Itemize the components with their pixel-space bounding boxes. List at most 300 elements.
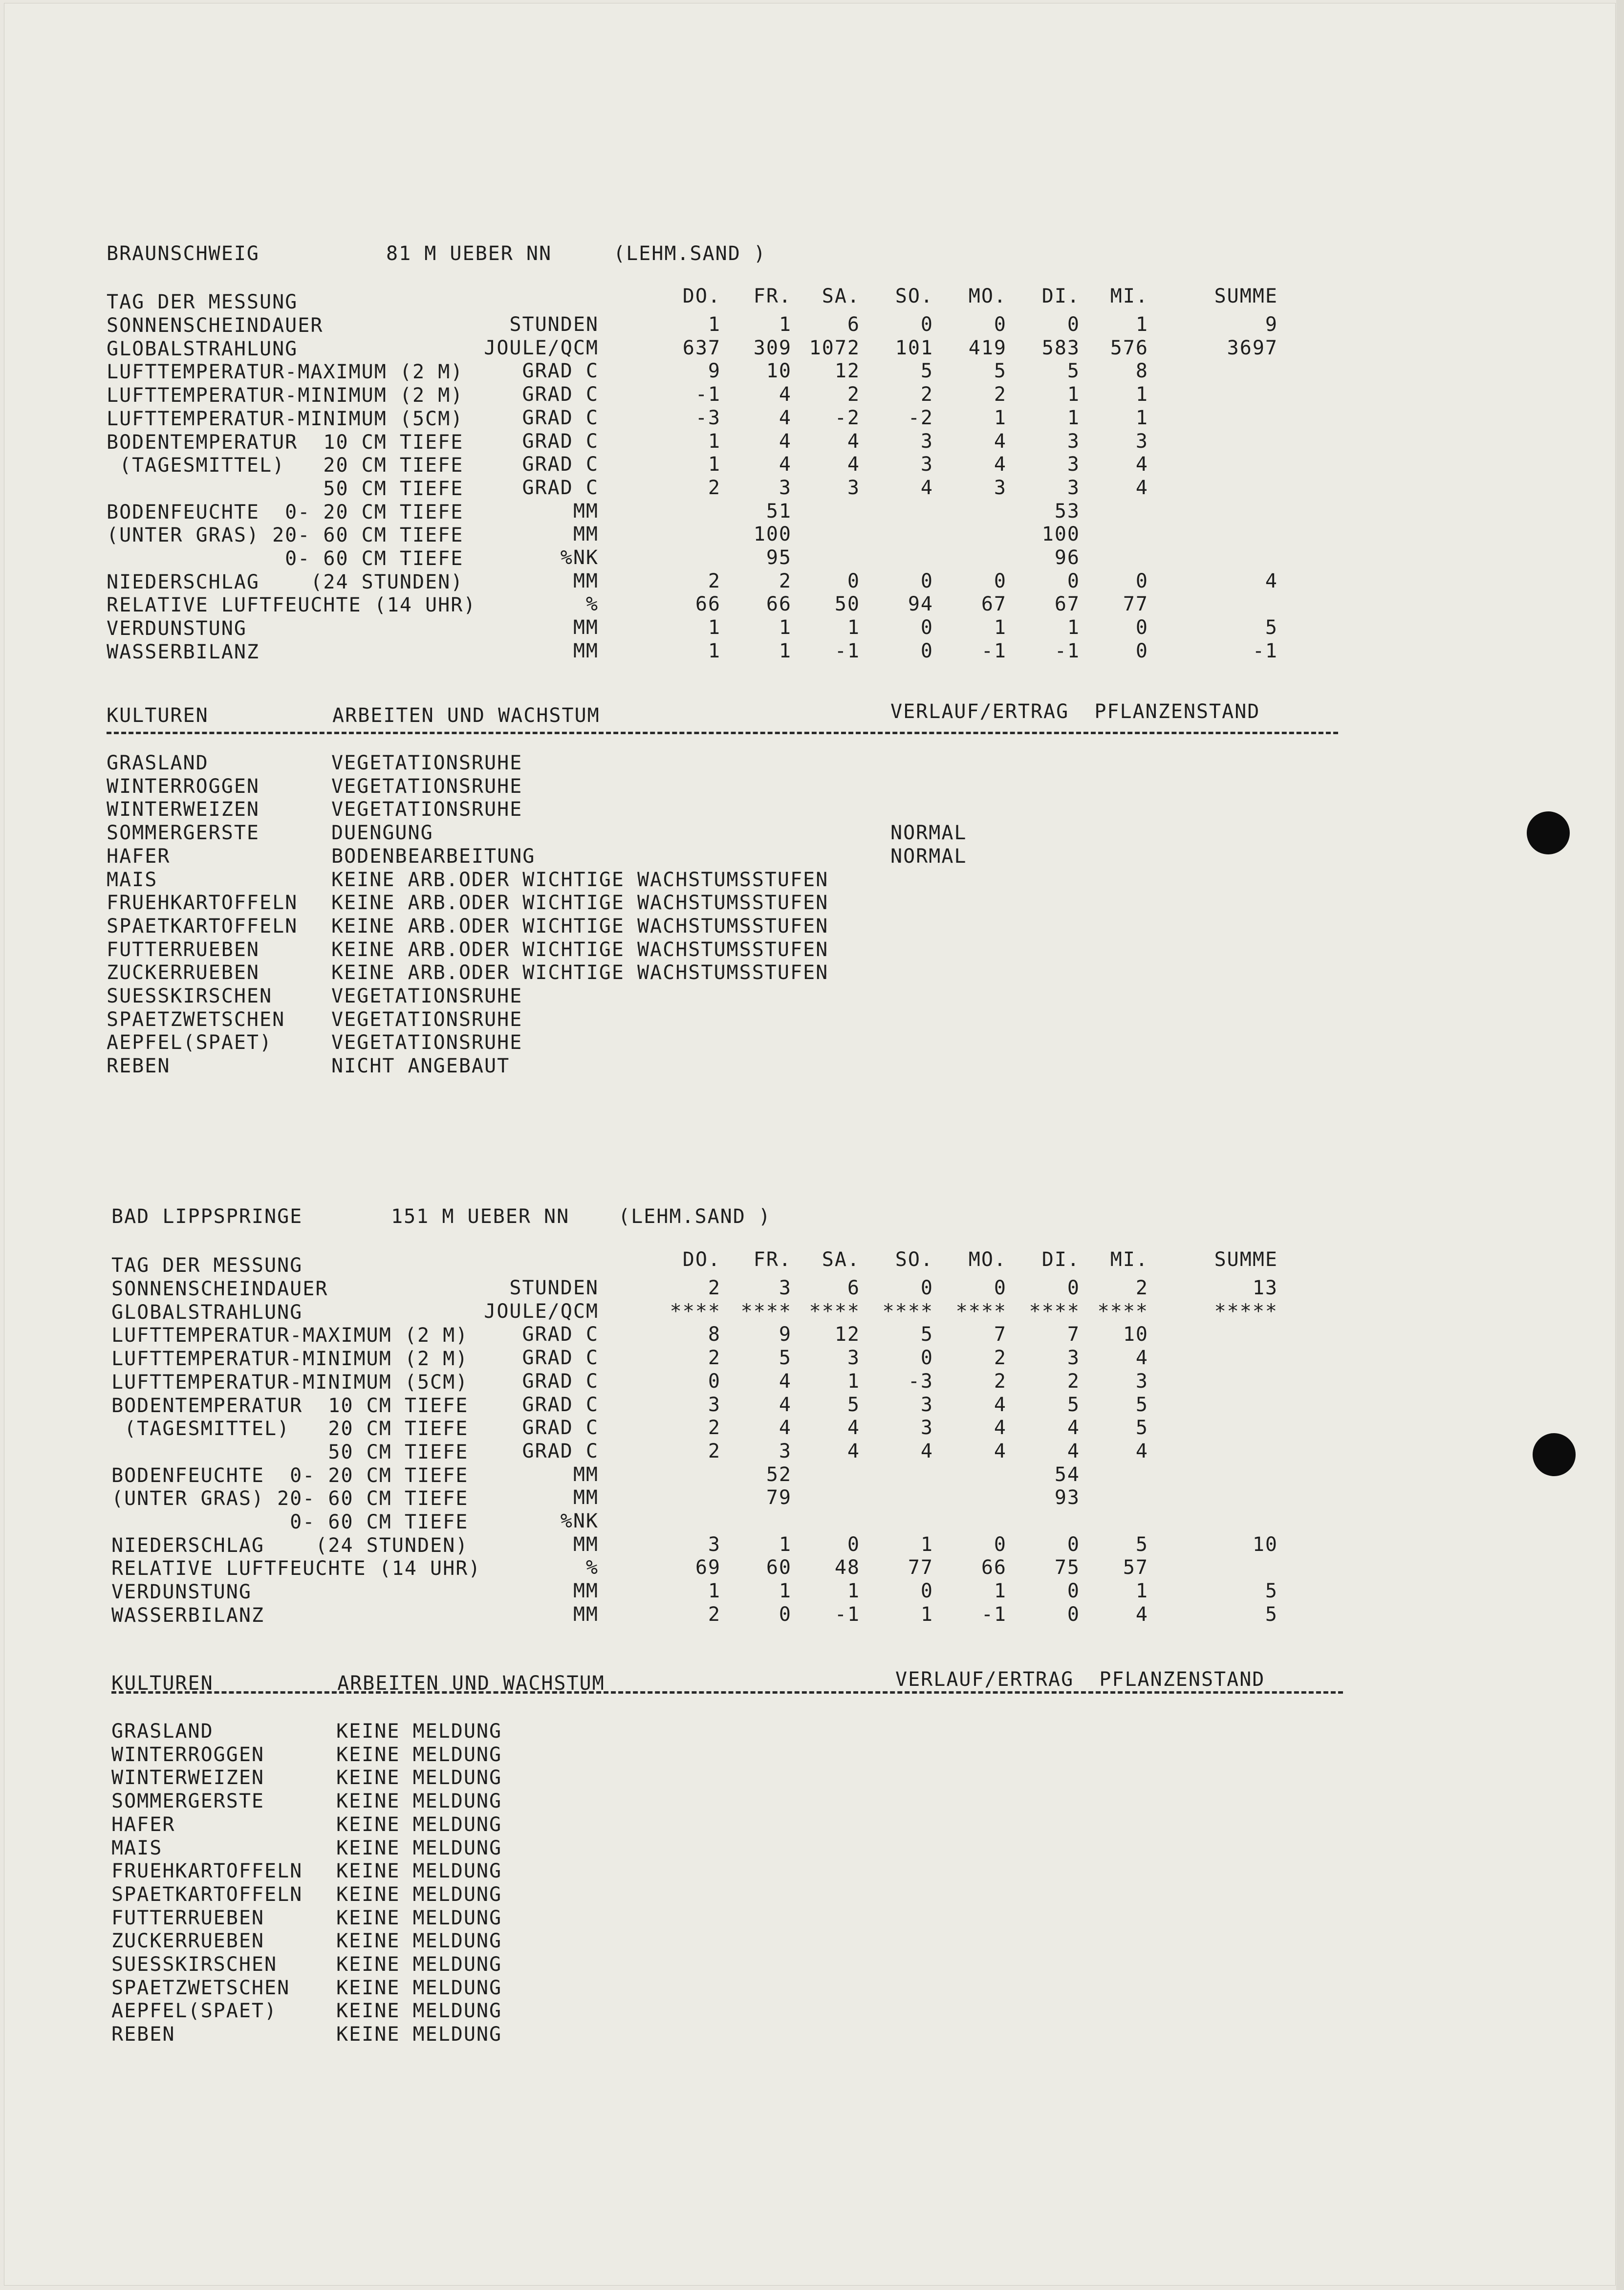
measure-value: 3	[708, 1393, 721, 1416]
measure-value: 67	[1054, 593, 1080, 616]
measure-value: 4	[779, 1393, 792, 1416]
measure-value: 1	[1067, 616, 1080, 639]
measure-unit: JOULE/QCM	[484, 336, 599, 359]
measure-value: 1	[708, 1580, 721, 1603]
measure-value: 0	[920, 1580, 933, 1603]
measure-value: 5	[994, 360, 1007, 383]
crop-status: NORMAL	[890, 845, 967, 868]
measure-sum: 9	[1265, 313, 1278, 336]
measure-label: SONNENSCHEINDAUER	[111, 1278, 328, 1300]
measure-label: LUFTTEMPERATUR-MAXIMUM (2 M)	[111, 1324, 469, 1347]
measure-value: 4	[1135, 1603, 1148, 1626]
measure-value: 1	[847, 1580, 860, 1603]
measure-value: 4	[1067, 1439, 1080, 1462]
measure-unit: MM	[573, 1463, 599, 1486]
dashed-separator	[111, 1691, 1343, 1694]
measure-unit: %NK	[560, 1510, 599, 1532]
measure-value: 3	[847, 1347, 860, 1370]
measure-sum: -1	[1252, 639, 1278, 662]
station-soil: (LEHM.SAND )	[613, 242, 766, 265]
measure-value: 5	[1067, 1393, 1080, 1416]
day-header: DO.	[682, 285, 721, 307]
measure-unit: %	[585, 593, 599, 616]
measure-value: 12	[834, 1323, 860, 1346]
measure-value: 2	[708, 1439, 721, 1462]
measure-value: -3	[908, 1370, 933, 1393]
measure-value: 3	[708, 1533, 721, 1556]
crop-activity: KEINE MELDUNG	[336, 1953, 502, 1976]
measure-unit: MM	[573, 1580, 599, 1603]
measure-unit: GRAD C	[522, 453, 599, 476]
crop-name: AEPFEL(SPAET)	[107, 1031, 273, 1054]
crop-name: SOMMERGERSTE	[107, 822, 260, 845]
crop-activity: KEINE ARB.ODER WICHTIGE WACHSTUMSSTUFEN	[331, 938, 829, 961]
day-header: MO.	[968, 1248, 1007, 1271]
measure-value: 0	[920, 569, 933, 592]
measure-value: 0	[1135, 639, 1148, 662]
crop-activity: KEINE MELDUNG	[336, 1813, 502, 1836]
crop-activity: VEGETATIONSRUHE	[331, 1031, 523, 1054]
measure-value: 0	[920, 1347, 933, 1370]
measure-value: 1	[1067, 383, 1080, 406]
measure-value: 3	[920, 453, 933, 476]
measure-unit: JOULE/QCM	[484, 1300, 599, 1323]
measure-value: 2	[779, 569, 792, 592]
day-header: SO.	[895, 1248, 933, 1271]
crop-activity: KEINE MELDUNG	[336, 1836, 502, 1859]
measure-unit: MM	[573, 1486, 599, 1509]
measure-value: 1	[779, 639, 792, 662]
crop-name: FUTTERRUEBEN	[107, 938, 260, 961]
measure-unit: MM	[573, 523, 599, 546]
measure-value: 0	[1135, 569, 1148, 592]
measure-value: 69	[695, 1556, 721, 1579]
day-header: SA.	[822, 1248, 860, 1271]
measure-unit: GRAD C	[522, 383, 599, 406]
measure-value: 2	[1067, 1370, 1080, 1393]
measure-value: 4	[847, 453, 860, 476]
measure-unit: %NK	[560, 546, 599, 569]
measure-value: -1	[1054, 639, 1080, 662]
crop-name: WINTERWEIZEN	[107, 798, 260, 821]
measure-value: 0	[920, 616, 933, 639]
measure-label: BODENTEMPERATUR 10 CM TIEFE	[107, 431, 464, 454]
measure-value: 100	[753, 523, 792, 546]
measure-value: 1	[1135, 383, 1148, 406]
measure-value: 3	[1135, 430, 1148, 453]
measure-value: ****	[740, 1300, 792, 1323]
measure-value: 1	[1135, 406, 1148, 429]
measure-unit: GRAD C	[522, 360, 599, 383]
measure-value: ****	[1097, 1300, 1148, 1323]
measure-value: 5	[1135, 1533, 1148, 1556]
day-header: DI.	[1041, 285, 1080, 307]
day-header: SO.	[895, 285, 933, 307]
measure-value: 4	[847, 1417, 860, 1439]
measure-value: 1	[847, 1370, 860, 1393]
crops-header-verlauf: VERLAUF/ERTRAG PFLANZENSTAND	[890, 700, 1260, 723]
station-height: 151 M UEBER NN	[391, 1205, 570, 1228]
measure-value: 7	[1067, 1323, 1080, 1346]
measure-value: 4	[779, 406, 792, 429]
measure-value: 637	[682, 336, 721, 359]
crops-header-kulturen: KULTUREN	[111, 1672, 214, 1695]
crop-name: SUESSKIRSCHEN	[107, 985, 273, 1007]
crop-activity: VEGETATIONSRUHE	[331, 798, 523, 821]
measure-value: 4	[779, 383, 792, 406]
measure-value: 101	[895, 336, 933, 359]
measure-value: 2	[708, 1417, 721, 1439]
measure-unit: GRAD C	[522, 1370, 599, 1393]
measure-value: 1	[708, 616, 721, 639]
measure-value: ****	[670, 1300, 721, 1323]
measure-value: 3	[920, 1393, 933, 1416]
measure-value: 2	[994, 383, 1007, 406]
crop-name: SPAETKARTOFFELN	[111, 1883, 303, 1906]
measure-value: -2	[834, 406, 860, 429]
crop-activity: KEINE MELDUNG	[336, 1790, 502, 1813]
measure-value: 4	[1067, 1417, 1080, 1439]
measure-label: 0- 60 CM TIEFE	[107, 547, 464, 570]
measure-value: 6	[847, 1277, 860, 1299]
measure-label: (UNTER GRAS) 20- 60 CM TIEFE	[111, 1487, 469, 1510]
crops-header-kulturen: KULTUREN	[107, 704, 209, 727]
measure-value: 77	[1123, 593, 1148, 616]
crop-name: ZUCKERRUEBEN	[107, 961, 260, 984]
measure-value: 0	[1067, 1277, 1080, 1299]
measure-value: 57	[1123, 1556, 1148, 1579]
measure-value: 94	[908, 593, 933, 616]
punch-hole-top	[1527, 811, 1570, 854]
measure-value: 4	[994, 1417, 1007, 1439]
crop-name: WINTERROGGEN	[107, 775, 260, 798]
measure-value: 3	[994, 476, 1007, 499]
crop-name: FUTTERRUEBEN	[111, 1906, 264, 1929]
measure-sum: 13	[1252, 1277, 1278, 1299]
measure-value: -1	[834, 639, 860, 662]
measure-label: (TAGESMITTEL) 20 CM TIEFE	[107, 454, 464, 477]
measure-value: 0	[1067, 569, 1080, 592]
measure-unit: MM	[573, 569, 599, 592]
measure-label: 50 CM TIEFE	[107, 477, 464, 500]
measure-value: 2	[920, 383, 933, 406]
measure-label: NIEDERSCHLAG (24 STUNDEN)	[107, 570, 464, 593]
crop-name: HAFER	[107, 845, 171, 868]
measure-sum: 3697	[1227, 336, 1278, 359]
measure-value: 1	[708, 313, 721, 336]
crop-name: MAIS	[111, 1836, 163, 1859]
crop-name: AEPFEL(SPAET)	[111, 2000, 278, 2023]
measure-value: 0	[920, 639, 933, 662]
measure-value: 2	[1135, 1277, 1148, 1299]
crop-name: MAIS	[107, 868, 158, 891]
measure-value: 8	[708, 1323, 721, 1346]
crop-name: ZUCKERRUEBEN	[111, 1930, 264, 1953]
station-name: BAD LIPPSPRINGE	[111, 1205, 303, 1228]
measure-label: BODENFEUCHTE 0- 20 CM TIEFE	[111, 1464, 469, 1487]
measure-value: 4	[847, 1439, 860, 1462]
day-header: MO.	[968, 285, 1007, 307]
measure-label: 50 CM TIEFE	[111, 1440, 469, 1463]
measure-unit: MM	[573, 639, 599, 662]
crop-activity: KEINE MELDUNG	[336, 1767, 502, 1789]
measure-value: 5	[847, 1393, 860, 1416]
day-header: DI.	[1041, 1248, 1080, 1271]
crop-activity: KEINE MELDUNG	[336, 1720, 502, 1743]
measure-sum: *****	[1214, 1300, 1278, 1323]
measure-value: 4	[994, 430, 1007, 453]
measure-value: ****	[882, 1300, 933, 1323]
measure-value: 3	[1067, 430, 1080, 453]
measure-sum: 5	[1265, 1603, 1278, 1626]
measure-value: ****	[955, 1300, 1007, 1323]
measure-value: 66	[981, 1556, 1007, 1579]
measure-value: 0	[779, 1603, 792, 1626]
measure-value: 5	[920, 1323, 933, 1346]
measure-label: WASSERBILANZ	[111, 1604, 264, 1627]
measure-value: 0	[994, 313, 1007, 336]
day-header: MI.	[1110, 285, 1148, 307]
measure-value: 96	[1054, 546, 1080, 569]
measure-value: 0	[994, 1277, 1007, 1299]
dashed-separator	[107, 732, 1338, 734]
measure-value: 5	[1135, 1417, 1148, 1439]
crop-name: GRASLAND	[107, 752, 209, 774]
measure-value: 1	[708, 639, 721, 662]
measure-value: 0	[1135, 616, 1148, 639]
measure-unit: GRAD C	[522, 476, 599, 499]
measure-value: 4	[994, 1439, 1007, 1462]
measure-label: RELATIVE LUFTFEUCHTE (14 UHR)	[111, 1557, 481, 1580]
crop-activity: VEGETATIONSRUHE	[331, 752, 523, 774]
station-soil: (LEHM.SAND )	[618, 1205, 771, 1228]
measure-value: 2	[708, 1277, 721, 1299]
measure-value: 75	[1054, 1556, 1080, 1579]
measure-value: 1	[708, 430, 721, 453]
measure-value: 1	[920, 1603, 933, 1626]
measure-value: -3	[695, 406, 721, 429]
measure-value: 2	[708, 1347, 721, 1370]
measure-value: 1	[779, 313, 792, 336]
measure-sum: 4	[1265, 569, 1278, 592]
measure-label: LUFTTEMPERATUR-MINIMUM (2 M)	[111, 1348, 469, 1371]
measure-value: -1	[695, 383, 721, 406]
measure-value: 4	[1135, 1439, 1148, 1462]
measure-value: 1	[994, 616, 1007, 639]
measure-value: 0	[994, 1533, 1007, 1556]
measure-value: 1	[779, 1533, 792, 1556]
punch-hole-bottom	[1533, 1433, 1576, 1476]
crop-activity: KEINE MELDUNG	[336, 1930, 502, 1953]
crop-activity: VEGETATIONSRUHE	[331, 985, 523, 1007]
crop-activity: KEINE MELDUNG	[336, 1906, 502, 1929]
crop-activity: KEINE MELDUNG	[336, 1976, 502, 1999]
measure-value: 0	[847, 1533, 860, 1556]
measure-unit: GRAD C	[522, 406, 599, 429]
measure-unit: STUNDEN	[509, 313, 599, 336]
measure-value: 4	[847, 430, 860, 453]
measure-value: 576	[1110, 336, 1148, 359]
crop-name: WINTERROGGEN	[111, 1743, 264, 1766]
measure-unit: GRAD C	[522, 1323, 599, 1346]
day-header: DO.	[682, 1248, 721, 1271]
measure-value: 4	[779, 1417, 792, 1439]
crop-activity: KEINE MELDUNG	[336, 2000, 502, 2023]
measure-value: 12	[834, 360, 860, 383]
measure-value: 9	[779, 1323, 792, 1346]
measure-value: 100	[1041, 523, 1080, 546]
day-header: SA.	[822, 285, 860, 307]
tag-label: TAG DER MESSUNG	[111, 1254, 303, 1277]
measure-value: 1	[994, 1580, 1007, 1603]
crop-activity: KEINE MELDUNG	[336, 1743, 502, 1766]
measure-unit: MM	[573, 616, 599, 639]
measure-value: 4	[779, 430, 792, 453]
measure-value: 2	[994, 1347, 1007, 1370]
crop-name: FRUEHKARTOFFELN	[107, 892, 298, 915]
measure-value: 309	[753, 336, 792, 359]
measure-label: BODENFEUCHTE 0- 20 CM TIEFE	[107, 501, 464, 523]
measure-unit: MM	[573, 500, 599, 523]
measure-label: VERDUNSTUNG	[111, 1581, 252, 1604]
measure-label: 0- 60 CM TIEFE	[111, 1511, 469, 1533]
crop-name: SOMMERGERSTE	[111, 1790, 264, 1813]
measure-value: 4	[1135, 476, 1148, 499]
measure-value: 4	[1135, 453, 1148, 476]
crop-name: SPAETZWETSCHEN	[107, 1008, 285, 1031]
measure-label: LUFTTEMPERATUR-MINIMUM (5CM)	[107, 407, 464, 430]
measure-value: 0	[920, 313, 933, 336]
measure-sum: 10	[1252, 1533, 1278, 1556]
measure-value: 1	[994, 406, 1007, 429]
measure-value: 3	[779, 1439, 792, 1462]
crop-status: NORMAL	[890, 822, 967, 845]
measure-value: 3	[1067, 476, 1080, 499]
measure-value: 3	[779, 476, 792, 499]
measure-value: 0	[1067, 313, 1080, 336]
station-height: 81 M UEBER NN	[386, 242, 552, 265]
crop-activity: VEGETATIONSRUHE	[331, 775, 523, 798]
measure-value: 5	[1067, 360, 1080, 383]
measure-value: 3	[920, 1417, 933, 1439]
measure-value: 4	[779, 1370, 792, 1393]
measure-value: 4	[994, 1393, 1007, 1416]
crop-name: REBEN	[111, 2023, 175, 2046]
measure-value: 4	[920, 476, 933, 499]
crop-name: HAFER	[111, 1813, 175, 1836]
measure-value: 1	[1135, 1580, 1148, 1603]
measure-unit: STUNDEN	[509, 1277, 599, 1299]
measure-value: 1	[847, 616, 860, 639]
measure-value: -2	[908, 406, 933, 429]
measure-value: 53	[1054, 500, 1080, 523]
measure-value: 3	[1067, 453, 1080, 476]
measure-value: 4	[1135, 1347, 1148, 1370]
crop-activity: KEINE ARB.ODER WICHTIGE WACHSTUMSSTUFEN	[331, 961, 829, 984]
measure-value: 3	[779, 1277, 792, 1299]
measure-unit: MM	[573, 1533, 599, 1556]
measure-value: 2	[708, 1603, 721, 1626]
crop-name: FRUEHKARTOFFELN	[111, 1860, 303, 1883]
measure-label: GLOBALSTRAHLUNG	[107, 337, 298, 360]
measure-value: 54	[1054, 1463, 1080, 1486]
crop-activity: KEINE MELDUNG	[336, 1883, 502, 1906]
measure-value: 0	[1067, 1580, 1080, 1603]
measure-value: 51	[766, 500, 792, 523]
measure-value: 67	[981, 593, 1007, 616]
measure-label: RELATIVE LUFTFEUCHTE (14 UHR)	[107, 594, 476, 617]
measure-value: ****	[1029, 1300, 1080, 1323]
measure-value: 7	[994, 1323, 1007, 1346]
measure-value: 2	[847, 383, 860, 406]
measure-value: -1	[981, 1603, 1007, 1626]
measure-value: 1072	[809, 336, 860, 359]
measure-value: 6	[847, 313, 860, 336]
measure-value: 52	[766, 1463, 792, 1486]
measure-value: 48	[834, 1556, 860, 1579]
measure-unit: GRAD C	[522, 1417, 599, 1439]
station-name: BRAUNSCHWEIG	[107, 242, 260, 265]
measure-value: 419	[968, 336, 1007, 359]
measure-unit: GRAD C	[522, 1439, 599, 1462]
measure-label: (TAGESMITTEL) 20 CM TIEFE	[111, 1418, 469, 1440]
measure-value: 4	[920, 1439, 933, 1462]
measure-value: 5	[1135, 1393, 1148, 1416]
crop-name: SUESSKIRSCHEN	[111, 1953, 278, 1976]
measure-value: ****	[809, 1300, 860, 1323]
measure-value: 583	[1041, 336, 1080, 359]
measure-value: 0	[847, 569, 860, 592]
measure-unit: GRAD C	[522, 1347, 599, 1370]
summe-header: SUMME	[1214, 285, 1278, 307]
measure-value: 79	[766, 1486, 792, 1509]
crop-activity: NICHT ANGEBAUT	[331, 1055, 510, 1078]
measure-value: 10	[766, 360, 792, 383]
day-header: MI.	[1110, 1248, 1148, 1271]
measure-value: 2	[708, 569, 721, 592]
crop-activity: BODENBEARBEITUNG	[331, 845, 536, 868]
crop-activity: DUENGUNG	[331, 822, 433, 845]
measure-value: 1	[920, 1533, 933, 1556]
measure-unit: %	[585, 1556, 599, 1579]
measure-value: 0	[1067, 1603, 1080, 1626]
measure-value: 93	[1054, 1486, 1080, 1509]
day-header: FR.	[753, 1248, 792, 1271]
crops-header-arbeiten: ARBEITEN UND WACHSTUM	[337, 1672, 605, 1695]
measure-value: 8	[1135, 360, 1148, 383]
measure-label: SONNENSCHEINDAUER	[107, 314, 324, 337]
page-edge	[1616, 0, 1624, 2290]
measure-value: 3	[847, 476, 860, 499]
measure-value: 0	[920, 1277, 933, 1299]
measure-value: 3	[1135, 1370, 1148, 1393]
measure-value: 1	[1135, 313, 1148, 336]
measure-value: 0	[708, 1370, 721, 1393]
crop-activity: KEINE ARB.ODER WICHTIGE WACHSTUMSSTUFEN	[331, 868, 829, 891]
measure-unit: MM	[573, 1603, 599, 1626]
measure-value: 0	[994, 569, 1007, 592]
measure-value: 3	[920, 430, 933, 453]
crop-name: GRASLAND	[111, 1720, 214, 1743]
measure-value: -1	[981, 639, 1007, 662]
measure-label: WASSERBILANZ	[107, 640, 260, 663]
measure-sum: 5	[1265, 616, 1278, 639]
measure-value: 2	[708, 476, 721, 499]
measure-value: 60	[766, 1556, 792, 1579]
measure-value: 4	[779, 453, 792, 476]
measure-label: LUFTTEMPERATUR-MINIMUM (5CM)	[111, 1371, 469, 1394]
measure-label: LUFTTEMPERATUR-MINIMUM (2 M)	[107, 384, 464, 407]
